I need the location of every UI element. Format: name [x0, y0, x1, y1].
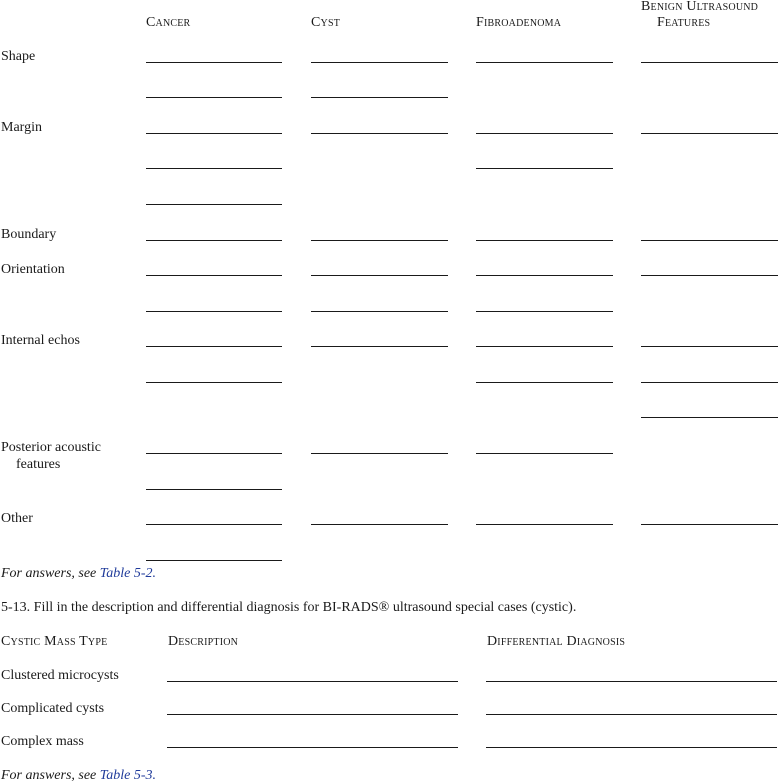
blank-echos-benign-3[interactable]	[641, 417, 778, 418]
blank-shape-benign-1[interactable]	[641, 62, 778, 63]
table-5-3-link[interactable]: Table 5-3.	[99, 768, 157, 783]
blank-shape-fibroadenoma-1[interactable]	[476, 62, 613, 63]
blank-clustered-description[interactable]	[167, 681, 458, 682]
blank-echos-cancer-2[interactable]	[146, 382, 282, 383]
blank-boundary-benign[interactable]	[641, 240, 778, 241]
blank-margin-cancer-1[interactable]	[146, 133, 282, 134]
blank-margin-cancer-3[interactable]	[146, 204, 282, 205]
blank-echos-cancer-1[interactable]	[146, 346, 282, 347]
blank-shape-cyst-1[interactable]	[311, 62, 448, 63]
blank-orientation-benign-1[interactable]	[641, 275, 778, 276]
row-label-posterior-line1: Posterior acoustic	[1, 440, 101, 455]
blank-clustered-differential[interactable]	[486, 681, 777, 682]
blank-shape-cyst-2[interactable]	[311, 97, 448, 98]
blank-orientation-fibroadenoma-1[interactable]	[476, 275, 613, 276]
row-label-other: Other	[1, 511, 33, 526]
blank-complicated-description[interactable]	[167, 714, 458, 715]
header-differential-diagnosis: Differential Diagnosis	[487, 634, 626, 649]
blank-orientation-cancer-2[interactable]	[146, 311, 282, 312]
answers-note-1	[1, 565, 156, 582]
row-label-complex-mass: Complex mass	[1, 734, 84, 749]
header-fibroadenoma: Fibroadenoma	[476, 15, 562, 30]
header-cystic-mass-type: Cystic Mass Type	[1, 634, 108, 649]
answers-note-2	[1, 767, 156, 784]
row-label-shape: Shape	[1, 49, 36, 64]
blank-other-benign-1[interactable]	[641, 524, 778, 525]
blank-shape-cancer-1[interactable]	[146, 62, 282, 63]
blank-margin-cyst-1[interactable]	[311, 133, 448, 134]
blank-posterior-cancer-1[interactable]	[146, 453, 282, 454]
blank-other-cyst-1[interactable]	[311, 524, 448, 525]
header-cyst: Cyst	[311, 15, 341, 30]
header-benign-line1: Benign Ultrasound	[641, 0, 759, 14]
blank-complex-differential[interactable]	[486, 747, 777, 748]
answers-note-1-prefix: For answers, see	[1, 566, 100, 581]
row-label-margin: Margin	[1, 120, 42, 135]
blank-margin-fibroadenoma-1[interactable]	[476, 133, 613, 134]
row-label-clustered-microcysts: Clustered microcysts	[1, 668, 119, 683]
blank-echos-benign-2[interactable]	[641, 382, 778, 383]
question-5-13: 5-13. Fill in the description and differential diagnosis for BI-RADS® ultrasound special cases (cystic).	[1, 600, 577, 615]
blank-echos-fibroadenoma-2[interactable]	[476, 382, 613, 383]
blank-orientation-cancer-1[interactable]	[146, 275, 282, 276]
answers-note-2-prefix: For answers, see	[1, 768, 100, 783]
blank-margin-fibroadenoma-2[interactable]	[476, 168, 613, 169]
blank-boundary-fibroadenoma[interactable]	[476, 240, 613, 241]
row-label-boundary: Boundary	[1, 227, 57, 242]
blank-orientation-cyst-1[interactable]	[311, 275, 448, 276]
header-cancer: Cancer	[146, 15, 191, 30]
row-label-posterior-line2: features	[16, 457, 61, 472]
row-label-complicated-cysts: Complicated cysts	[1, 701, 105, 716]
blank-echos-cyst-1[interactable]	[311, 346, 448, 347]
blank-boundary-cyst[interactable]	[311, 240, 448, 241]
table-5-2-link[interactable]: Table 5-2.	[99, 566, 157, 581]
blank-margin-cancer-2[interactable]	[146, 168, 282, 169]
blank-complex-description[interactable]	[167, 747, 458, 748]
blank-other-cancer-1[interactable]	[146, 524, 282, 525]
row-label-internal-echos: Internal echos	[1, 333, 80, 348]
blank-complicated-differential[interactable]	[486, 714, 777, 715]
blank-posterior-fibroadenoma-1[interactable]	[476, 453, 613, 454]
blank-orientation-fibroadenoma-2[interactable]	[476, 311, 613, 312]
header-description: Description	[168, 634, 239, 649]
blank-posterior-cyst-1[interactable]	[311, 453, 448, 454]
blank-orientation-cyst-2[interactable]	[311, 311, 448, 312]
blank-boundary-cancer[interactable]	[146, 240, 282, 241]
row-label-orientation: Orientation	[1, 262, 65, 277]
blank-posterior-cancer-2[interactable]	[146, 489, 282, 490]
header-benign-line2: Features	[657, 15, 711, 30]
blank-echos-fibroadenoma-1[interactable]	[476, 346, 613, 347]
blank-other-fibroadenoma-1[interactable]	[476, 524, 613, 525]
blank-shape-cancer-2[interactable]	[146, 97, 282, 98]
blank-other-cancer-2[interactable]	[146, 560, 282, 561]
blank-margin-benign-1[interactable]	[641, 133, 778, 134]
blank-echos-benign-1[interactable]	[641, 346, 778, 347]
